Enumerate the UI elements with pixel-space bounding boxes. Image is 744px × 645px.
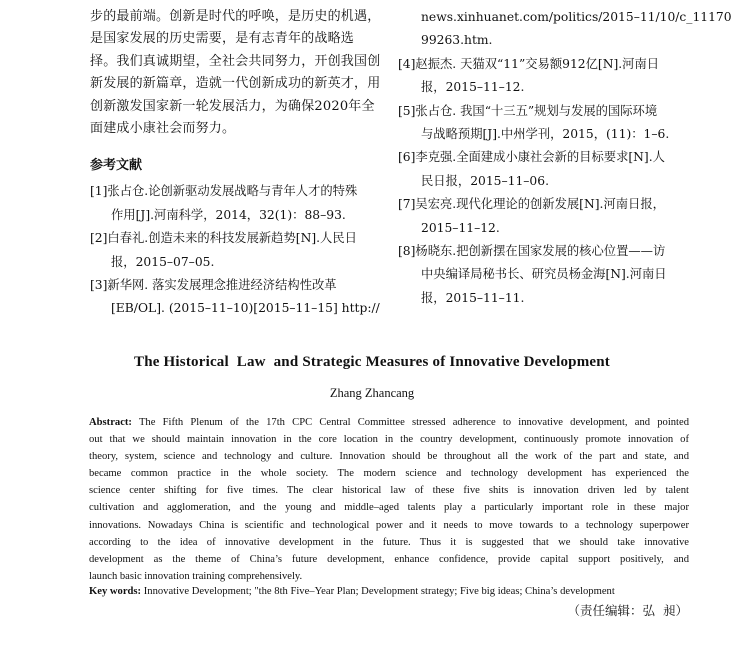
abstract-line-text: theory, system, science and technology and culture. Innovation should be throughout all the work of the part and state, and <box>89 451 689 463</box>
reference-item <box>90 227 380 274</box>
abstract-line <box>89 448 689 465</box>
reference-continuation: 与战略预期[J].中州学刊，2015，(11)：1–6. <box>421 127 670 142</box>
abstract-line <box>89 568 689 585</box>
reference-continuation: 中央编译局秘书长、研究员杨金海[N].河南日 <box>421 267 667 282</box>
reference-continuation: 99263.htm. <box>421 33 493 48</box>
reference-item <box>90 180 380 227</box>
abstract-line-text: cultivation and agglomeration, and the young and middle–aged talents play a particularly important role in these major <box>89 502 689 514</box>
reference-item <box>398 53 698 100</box>
english-title: The Historical Law and Strategic Measures of Innovative Development <box>134 354 610 370</box>
reference-first-line: [5]张占仓. 我国“十三五”规划与发展的国际环境 <box>398 103 658 118</box>
reference-first-line: [2]白春礼.创造未来的科技发展新趋势[N].人民日 <box>90 231 357 246</box>
abstract-line-text: launch basic innovation training comprehensively. <box>89 570 303 582</box>
left-column <box>90 6 380 321</box>
reference-first-line: [6]李克强.全面建成小康社会新的目标要求[N].人 <box>398 150 665 165</box>
english-keywords <box>89 586 699 597</box>
abstract-line <box>89 499 689 516</box>
body-line: 新发展的新篇章，造就一代创新成功的新英才，用 <box>90 76 381 92</box>
english-abstract <box>89 414 689 585</box>
reference-continuation: 2015–11–12. <box>421 220 500 235</box>
abstract-line-text: according to the idea of innovative development in the future. Thus it is suggested that we should take innovative <box>89 536 689 548</box>
reference-continuation: 报，2015–07–05. <box>111 254 215 269</box>
abstract-line <box>89 517 689 534</box>
reference-first-line: [8]杨晓东.把创新摆在国家发展的核心位置——访 <box>398 244 666 259</box>
reference-continuation: [EB/OL]. (2015–11–10)[2015–11–15] http:// <box>111 301 380 316</box>
body-line: 步的最前端。创新是时代的呼唤，是历史的机遇， <box>90 9 381 24</box>
abstract-line <box>89 482 689 499</box>
reference-continuation: news.xinhuanet.com/politics/2015–11/10/c_11170 <box>421 10 732 24</box>
reference-continuation: 作用[J].河南科学，2014，32(1)：88–93. <box>111 207 346 222</box>
reference-item <box>398 100 698 147</box>
abstract-line-text: out that we should maintain innovation in the core location in the country development, continuously promote innovation of <box>89 434 689 446</box>
body-line: 创新激发国家新一轮发展活力，为确保2020年全 <box>90 98 375 114</box>
body-line: 择。我们真诚期望，全社会共同努力，开创我国创 <box>90 53 381 69</box>
reference-item <box>398 240 698 310</box>
right-column <box>398 6 732 310</box>
reference-item <box>398 146 698 193</box>
editor-note: （责任编辑：弘 昶） <box>567 603 688 618</box>
reference-item <box>398 193 698 240</box>
keywords-text: Innovative Development; "the 8th Five–Year Plan; Development strategy; Five big ideas; China’s development <box>141 586 615 597</box>
abstract-line-text: science center shifting for five times. The clear historical law of these five shits is innovation driven led by talent <box>89 485 689 497</box>
abstract-line-text: became common practice in the whole society. The modern science and technology development has experienced the <box>89 468 689 480</box>
reference-first-line: [7]吴宏亮.现代化理论的创新发展[N].河南日报， <box>398 197 665 212</box>
abstract-line <box>89 465 689 482</box>
references-list-left <box>90 180 380 320</box>
reference-first-line: [1]张占仓.论创新驱动发展战略与青年人才的特殊 <box>90 184 358 199</box>
abstract-line <box>89 431 689 448</box>
abstract-line <box>89 414 689 431</box>
reference-first-line: [3]新华网. 落实发展理念推进经济结构性改革 <box>90 278 337 293</box>
keywords-label: Key words: <box>89 586 142 597</box>
references-heading: 参考文献 <box>90 158 143 174</box>
abstract-line-text: development as the theme of China’s future development, enhance confidence, provide capital support positively, and <box>89 553 689 565</box>
abstract-line-text: innovations. Nowadays China is scientific and technological power and it needs to move towards to a technology superpower <box>89 519 689 531</box>
reference-continuation: 报，2015–11–11. <box>421 290 525 305</box>
reference-continuation: 报，2015–11–12. <box>421 80 525 95</box>
reference-item <box>90 274 380 321</box>
body-line: 是国家发展的历史需要，是有志青年的战略选 <box>90 31 355 47</box>
reference-first-line: [4]赵振杰. 天猫双“11”交易额912亿[N].河南日 <box>398 56 660 71</box>
abstract-line <box>89 551 689 568</box>
abstract-label: Abstract: <box>89 417 132 428</box>
body-paragraph <box>90 6 380 140</box>
english-author: Zhang Zhancang <box>329 386 415 400</box>
reference-item <box>398 6 732 53</box>
body-line: 面建成小康社会而努力。 <box>90 121 236 137</box>
abstract-line-text: The Fifth Plenum of the 17th CPC Central Committee stressed adherence to innovative development, and pointed <box>131 417 689 428</box>
references-list-right <box>398 6 732 310</box>
abstract-line <box>89 534 689 551</box>
reference-continuation: 民日报，2015–11–06. <box>421 173 549 188</box>
